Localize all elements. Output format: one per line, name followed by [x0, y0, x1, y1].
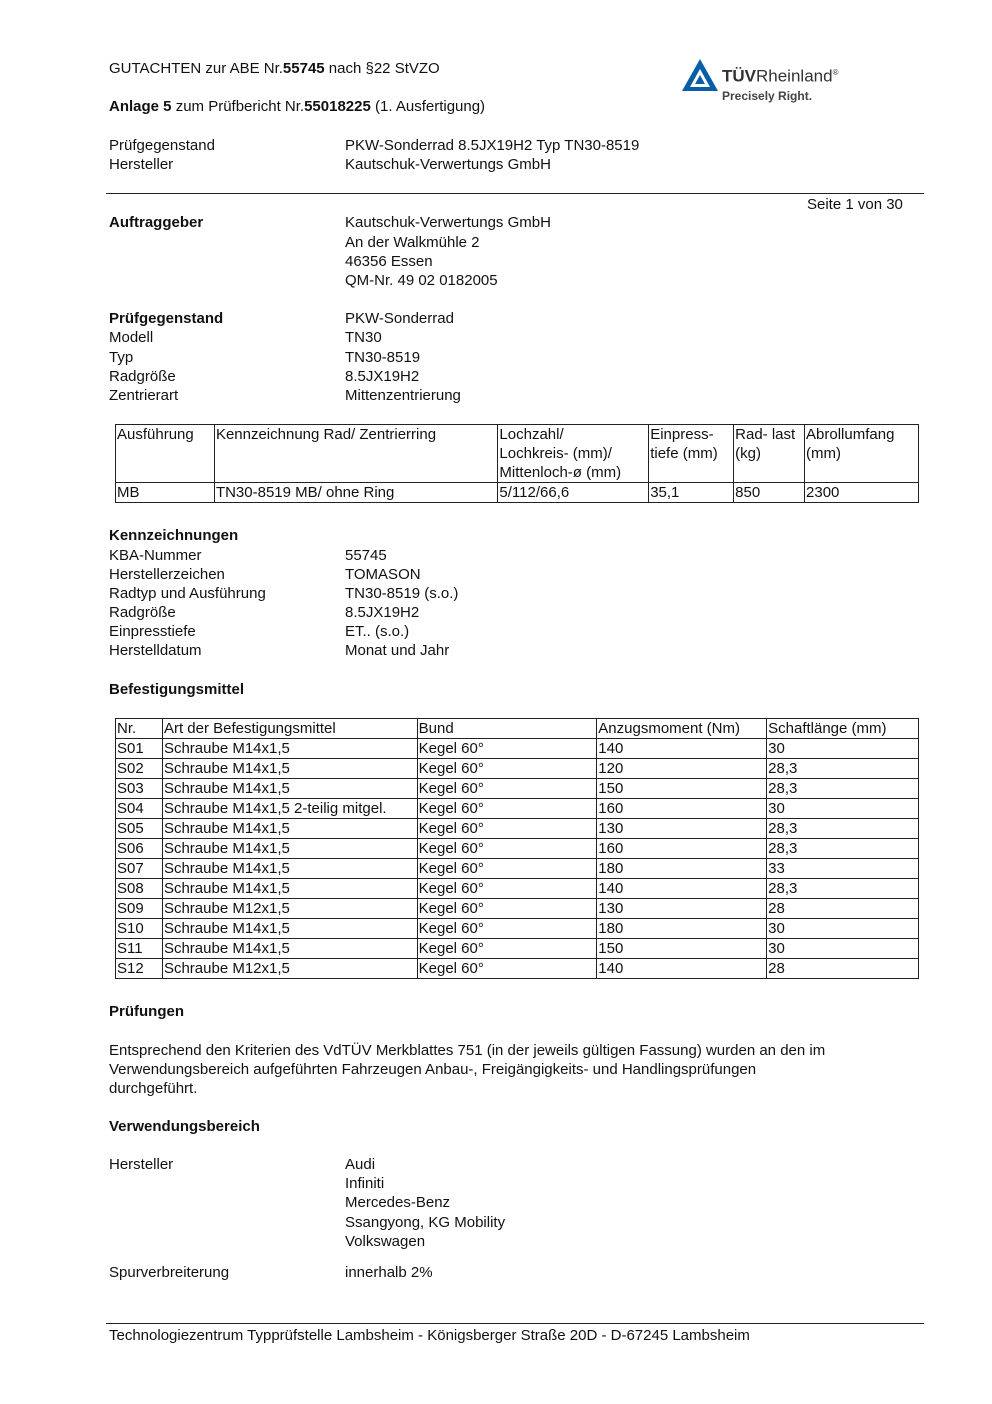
radgroesse-value: 8.5JX19H2 [345, 368, 420, 385]
table-cell: Schraube M14x1,5 [162, 939, 417, 959]
table-cell: S07 [116, 859, 163, 879]
hersteller-label: Hersteller [109, 156, 174, 173]
header-cell: Bund [417, 719, 597, 739]
wheel-table-header [116, 425, 919, 483]
pruefungen-line: Entsprechend den Kriterien des VdTÜV Merkblattes 751 (in der jeweils gültigen Fassung) wurden an den im [109, 1042, 826, 1059]
kz-value: TN30-8519 (s.o.) [345, 585, 459, 602]
modell-label: Modell [109, 329, 154, 346]
table-cell: Kegel 60° [417, 879, 597, 899]
table-cell: Kegel 60° [417, 779, 597, 799]
table-cell: S12 [116, 959, 163, 979]
table-cell: 30 [767, 799, 919, 819]
vb-hersteller-item: Ssangyong, KG Mobility [345, 1214, 506, 1231]
table-row [116, 739, 919, 759]
footer-divider [106, 1323, 924, 1324]
footer-text: Technologiezentrum Typprüfstelle Lambsheim - Königsberger Straße 20D - D-67245 Lambsheim [109, 1327, 750, 1344]
pruefungen-line: Verwendungsbereich aufgeführten Fahrzeugen Anbau-, Freigängigkeits- und Handlingsprüfungen [109, 1061, 757, 1078]
abe-number: 55745 [282, 60, 325, 77]
table-cell: 140 [597, 879, 767, 899]
table-cell: 180 [597, 919, 767, 939]
table-row [116, 483, 919, 503]
kz-label: Einpresstiefe [109, 623, 196, 640]
typ-value: TN30-8519 [345, 349, 421, 366]
table-cell: 28 [767, 959, 919, 979]
table-cell: 30 [767, 739, 919, 759]
table-cell: Kegel 60° [417, 819, 597, 839]
header-cell: Schaftlänge (mm) [767, 719, 919, 739]
bolt-table-header [116, 719, 919, 739]
logo-brand: TÜVRheinland® [722, 66, 839, 86]
table-cell: Schraube M12x1,5 [162, 899, 417, 919]
table-cell: S04 [116, 799, 163, 819]
table-cell: Schraube M14x1,5 [162, 839, 417, 859]
table-cell: 130 [597, 899, 767, 919]
table-cell: TN30-8519 MB/ ohne Ring [214, 483, 497, 503]
table-cell: Schraube M14x1,5 2-teilig mitgel. [162, 799, 417, 819]
kz-value: 55745 [345, 547, 387, 564]
header-cell: Lochzahl/ Lochkreis- (mm)/ Mittenloch-ø (mm) [498, 425, 649, 483]
spur-value: innerhalb 2% [345, 1264, 433, 1281]
hersteller-value: Kautschuk-Verwertungs GmbH [345, 156, 551, 173]
table-cell: 33 [767, 859, 919, 879]
table-cell: 28,3 [767, 819, 919, 839]
table-cell: Kegel 60° [417, 839, 597, 859]
pg-value: PKW-Sonderrad [345, 310, 454, 327]
page-indicator: Seite 1 von 30 [807, 196, 903, 213]
table-cell: Kegel 60° [417, 859, 597, 879]
table-cell: S06 [116, 839, 163, 859]
befestigung-title: Befestigungsmittel [109, 681, 245, 698]
table-cell: 30 [767, 939, 919, 959]
table-cell: Kegel 60° [417, 739, 597, 759]
pruefungen-line: durchgeführt. [109, 1080, 198, 1097]
pg-label: Prüfgegenstand [109, 310, 224, 327]
report-number: 55018225 [304, 98, 371, 115]
table-cell: 130 [597, 819, 767, 839]
table-cell: Schraube M12x1,5 [162, 959, 417, 979]
kz-label: KBA-Nummer [109, 547, 202, 564]
header-cell: Abrollumfang (mm) [805, 425, 919, 483]
header-divider [106, 193, 924, 194]
table-cell: Schraube M14x1,5 [162, 859, 417, 879]
auftraggeber-line: Kautschuk-Verwertungs GmbH [345, 214, 551, 231]
kz-value: TOMASON [345, 566, 421, 583]
pruefungen-title: Prüfungen [109, 1003, 184, 1020]
table-cell: 150 [597, 779, 767, 799]
header-cell: Nr. [116, 719, 163, 739]
table-row [116, 779, 919, 799]
auftraggeber-line: 46356 Essen [345, 253, 433, 270]
table-cell: MB [116, 483, 215, 503]
table-cell: 28,3 [767, 879, 919, 899]
table-cell: Kegel 60° [417, 899, 597, 919]
table-row [116, 879, 919, 899]
kz-label: Radgröße [109, 604, 176, 621]
header-cell: Art der Befestigungsmittel [162, 719, 417, 739]
table-cell: S02 [116, 759, 163, 779]
kz-value: Monat und Jahr [345, 642, 450, 659]
anlage-line: Anlage 5 zum Prüfbericht Nr.55018225 (1. Ausfertigung) [109, 98, 486, 115]
kennzeichnungen-title: Kennzeichnungen [109, 527, 239, 544]
table-cell: 150 [597, 939, 767, 959]
kz-label: Herstelldatum [109, 642, 202, 659]
table-row [116, 919, 919, 939]
kz-value: ET.. (s.o.) [345, 623, 410, 640]
table-cell: Schraube M14x1,5 [162, 759, 417, 779]
verwendungsbereich-title: Verwendungsbereich [109, 1118, 260, 1135]
header-cell: Kennzeichnung Rad/ Zentrierring [214, 425, 497, 483]
table-cell: S01 [116, 739, 163, 759]
table-cell: Schraube M14x1,5 [162, 779, 417, 799]
tuev-triangle-icon [680, 57, 720, 93]
table-cell: 28,3 [767, 779, 919, 799]
auftraggeber-line: QM-Nr. 49 02 0182005 [345, 272, 498, 289]
table-cell: Schraube M14x1,5 [162, 919, 417, 939]
logo-tagline: Precisely Right. [722, 89, 813, 103]
table-cell: 30 [767, 919, 919, 939]
pruefgegenstand-label: Prüfgegenstand [109, 137, 215, 154]
table-row [116, 799, 919, 819]
table-cell: 28,3 [767, 759, 919, 779]
zentrierart-label: Zentrierart [109, 387, 179, 404]
table-cell: Schraube M14x1,5 [162, 879, 417, 899]
table-row [116, 759, 919, 779]
table-cell: Kegel 60° [417, 759, 597, 779]
vb-hersteller-item: Audi [345, 1156, 376, 1173]
zentrierart-value: Mittenzentrierung [345, 387, 461, 404]
modell-value: TN30 [345, 329, 382, 346]
table-cell: 140 [597, 959, 767, 979]
vb-hersteller-label: Hersteller [109, 1156, 174, 1173]
table-cell: Kegel 60° [417, 799, 597, 819]
vb-hersteller-item: Infiniti [345, 1175, 385, 1192]
table-cell: S03 [116, 779, 163, 799]
table-cell: 28 [767, 899, 919, 919]
header-cell: Anzugsmoment (Nm) [597, 719, 767, 739]
header-cell: Ausführung [116, 425, 215, 483]
table-cell: 850 [734, 483, 805, 503]
table-cell: 160 [597, 799, 767, 819]
table-cell: S11 [116, 939, 163, 959]
typ-label: Typ [109, 349, 134, 366]
vb-hersteller-item: Mercedes-Benz [345, 1194, 451, 1211]
table-row [116, 839, 919, 859]
table-cell: Kegel 60° [417, 919, 597, 939]
table-cell: 28,3 [767, 839, 919, 859]
header-cell: Rad- last (kg) [734, 425, 805, 483]
table-cell: Schraube M14x1,5 [162, 739, 417, 759]
table-cell: 35,1 [649, 483, 734, 503]
table-cell: 120 [597, 759, 767, 779]
table-cell: 180 [597, 859, 767, 879]
wheel-table [115, 424, 919, 503]
kz-label: Herstellerzeichen [109, 566, 225, 583]
kz-value: 8.5JX19H2 [345, 604, 420, 621]
table-row [116, 959, 919, 979]
radgroesse-label: Radgröße [109, 368, 176, 385]
table-cell: 5/112/66,6 [498, 483, 649, 503]
table-cell: S05 [116, 819, 163, 839]
table-cell: S09 [116, 899, 163, 919]
spur-label: Spurverbreiterung [109, 1264, 230, 1281]
kz-label: Radtyp und Ausführung [109, 585, 266, 602]
vb-hersteller-item: Volkswagen [345, 1233, 426, 1250]
table-row [116, 819, 919, 839]
auftraggeber-label: Auftraggeber [109, 214, 204, 231]
table-cell: 140 [597, 739, 767, 759]
tuev-logo [680, 55, 870, 103]
table-cell: S08 [116, 879, 163, 899]
pruefgegenstand-value: PKW-Sonderrad 8.5JX19H2 Typ TN30-8519 [345, 137, 640, 154]
document-title: GUTACHTEN zur ABE Nr.55745 nach §22 StVZO [109, 60, 440, 77]
table-row [116, 859, 919, 879]
table-cell: Schraube M14x1,5 [162, 819, 417, 839]
table-row [116, 939, 919, 959]
header-cell: Einpress- tiefe (mm) [649, 425, 734, 483]
bolt-table [115, 718, 919, 979]
table-cell: Kegel 60° [417, 939, 597, 959]
table-row [116, 899, 919, 919]
auftraggeber-line: An der Walkmühle 2 [345, 234, 480, 251]
table-cell: 160 [597, 839, 767, 859]
table-cell: 2300 [805, 483, 919, 503]
table-cell: S10 [116, 919, 163, 939]
table-cell: Kegel 60° [417, 959, 597, 979]
